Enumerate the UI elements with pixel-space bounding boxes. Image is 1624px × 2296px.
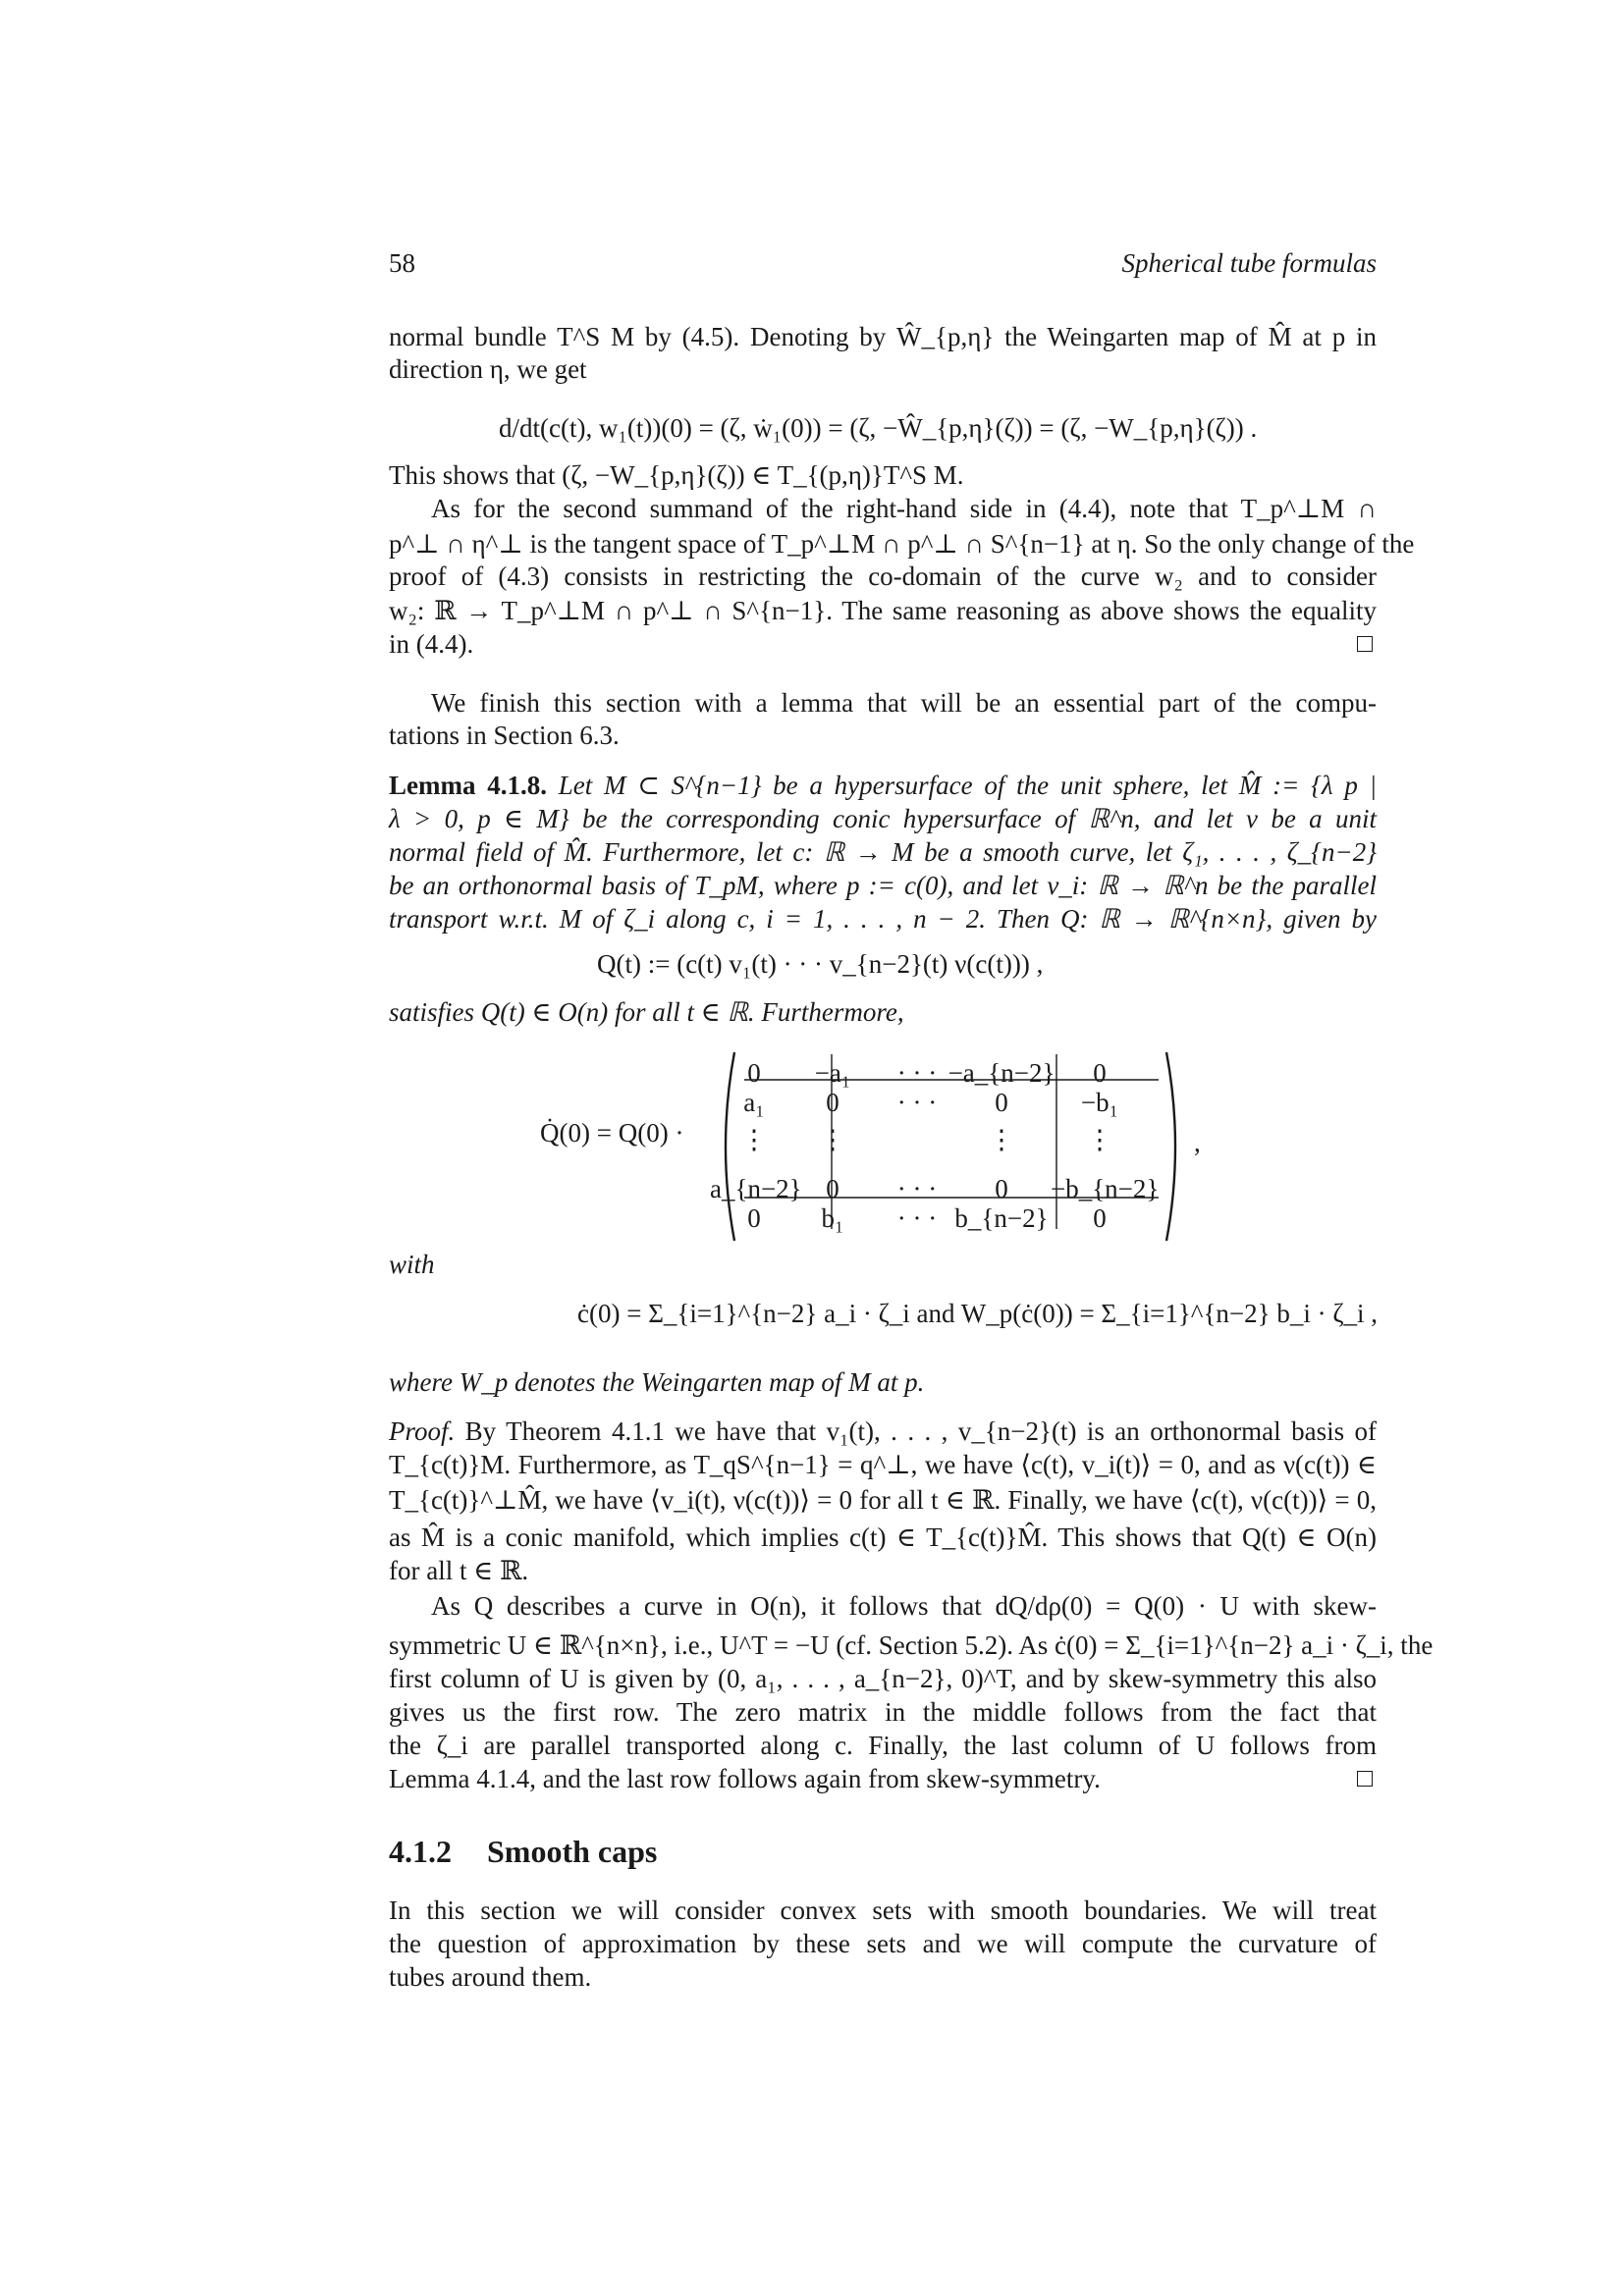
matrix-cell: b₁ — [821, 1203, 844, 1233]
matrix-cell: −a_{n−2} — [947, 1058, 1056, 1088]
text-block — [389, 1484, 1377, 1517]
text-line: direction η, we get — [389, 354, 587, 384]
running-title: Spherical tube formulas — [1121, 248, 1377, 278]
text-line: Let M ⊂ S^{n−1} be a hypersurface of the unit sphere, let M̂ := {λ p | — [558, 771, 1378, 800]
matrix-cell: ⋮ — [740, 1125, 768, 1154]
text-line: tations in Section 6.3. — [389, 721, 620, 750]
text-line: be an orthonormal basis of T_pM, where p := c(0), and let v_i: ℝ → ℝ^n be the parallel — [389, 871, 1377, 900]
text-line: normal bundle T^S M by (4.5). Denoting by Ŵ_{p,η} the Weingarten map of M̂ at p in — [389, 322, 1377, 351]
proof-block — [389, 1415, 1377, 1448]
text-line: This shows that (ζ, −W_{p,η}(ζ)) ∈ T_{(p,η)}T^S M. — [389, 460, 964, 490]
text-line: Lemma 4.1.4, and the last row follows again from skew-symmetry. — [389, 1764, 1101, 1793]
text-line: where W_p denotes the Weingarten map of M at p. — [389, 1367, 925, 1397]
matrix-cell: ⋮ — [819, 1125, 846, 1154]
equation-derivative: d/dt(c(t), w₁(t))(0) = (ζ, ẇ₁(0)) = (ζ, −Ŵ_{p,η}(ζ)) = (ζ, −W_{p,η}(ζ)) . — [499, 413, 1258, 443]
page-number: 58 — [389, 248, 415, 278]
text-line: first column of U is given by (0, a₁, . . . , a_{n−2}, 0)^T, and by skew-symmetry this also — [389, 1664, 1377, 1693]
lemma-statement — [389, 770, 1377, 802]
text-block — [389, 528, 1415, 561]
matrix-cell: b_{n−2} — [954, 1203, 1049, 1233]
matrix-cell: −a₁ — [814, 1058, 851, 1088]
lemma-label: Lemma 4.1.8. — [389, 771, 547, 800]
text-block — [431, 687, 1377, 720]
matrix-cell: a₁ — [743, 1088, 765, 1117]
text-block — [389, 1696, 1377, 1729]
section-heading — [389, 1832, 657, 1871]
text-line: symmetric U ∈ ℝ^{n×n}, i.e., U^T = −U (cf. Section 5.2). As ċ(0) = Σ_{i=1}^{n−2} a_i · ζ_i, the — [389, 1630, 1434, 1660]
matrix-cell: · · · — [896, 1058, 938, 1088]
text-block — [389, 1449, 1377, 1481]
matrix-cell: 0 — [1093, 1203, 1107, 1233]
matrix-cell: ⋮ — [988, 1125, 1015, 1154]
text-line: in (4.4). — [389, 629, 474, 659]
text-line: T_{c(t)}^⊥M̂, we have ⟨v_i(t), ν(c(t))⟩ = 0 for all t ∈ ℝ. Finally, we have ⟨c(t), ν(c(t))⟩ = 0, — [389, 1485, 1377, 1515]
text-block — [389, 1663, 1377, 1695]
text-line: p^⊥ ∩ η^⊥ is the tangent space of T_p^⊥M ∩ p^⊥ ∩ S^{n−1} at η. So the only change of the — [389, 529, 1415, 559]
equation-Qdot-lhs: Q̇(0) = Q(0) · — [540, 1118, 684, 1148]
equation-sums: ċ(0) = Σ_{i=1}^{n−2} a_i · ζ_i and W_p(ċ(0)) = Σ_{i=1}^{n−2} b_i · ζ_i , — [577, 1299, 1379, 1328]
matrix-cell: 0 — [747, 1203, 761, 1233]
matrix-cell: 0 — [826, 1174, 839, 1203]
paragraph-second-summand — [431, 493, 1377, 525]
text-block — [389, 1895, 1377, 1927]
matrix-cell: 0 — [1093, 1058, 1107, 1088]
text-block — [389, 595, 1377, 627]
matrix-cell: −b₁ — [1080, 1088, 1119, 1117]
text-line: w₂: ℝ → T_p^⊥M ∩ p^⊥ ∩ S^{n−1}. The same reasoning as above shows the equality — [389, 596, 1377, 625]
text-block — [389, 1629, 1434, 1662]
text-line: with — [389, 1250, 435, 1279]
matrix-cell: · · · — [896, 1174, 938, 1203]
matrix-cell: 0 — [995, 1088, 1008, 1117]
matrix-cell: · · · — [896, 1088, 938, 1117]
text-line: gives us the first row. The zero matrix in the middle follows from the fact that — [389, 1697, 1377, 1727]
text-block — [389, 803, 1377, 835]
paragraph-normal-bundle — [389, 321, 1377, 353]
text-line: In this section we will consider convex sets with smooth boundaries. We will treat — [389, 1896, 1377, 1925]
text-line: λ > 0, p ∈ M} be the corresponding conic hypersurface of ℝ^n, and let ν be a unit — [389, 804, 1377, 833]
text-block — [431, 1590, 1377, 1623]
text-line: the question of approximation by these sets and we will compute the curvature of — [389, 1929, 1377, 1958]
matrix-cell: · · · — [896, 1203, 938, 1233]
text-line: proof of (4.3) consists in restricting the co-domain of the curve w₂ and to consider — [389, 561, 1377, 591]
matrix-cell: 0 — [747, 1058, 761, 1088]
qed-square-icon — [1357, 1771, 1373, 1787]
matrix-comma: , — [1194, 1128, 1201, 1157]
text-line: We finish this section with a lemma that will be an essential part of the compu- — [431, 688, 1377, 718]
text-line: for all t ∈ ℝ. — [389, 1556, 529, 1585]
text-line: As Q describes a curve in O(n), it follows that dQ/dρ(0) = Q(0) · U with skew- — [431, 1591, 1377, 1621]
text-line: tubes around them. — [389, 1962, 592, 1992]
text-line: As for the second summand of the right-hand side in (4.4), note that T_p^⊥M ∩ — [431, 494, 1377, 523]
text-block — [389, 1522, 1377, 1554]
section-title: Smooth caps — [487, 1834, 658, 1869]
text-block — [389, 870, 1377, 902]
text-line: T_{c(t)}M. Furthermore, as T_qS^{n−1} = q^⊥, we have ⟨c(t), v_i(t)⟩ = 0, and as ν(c(t)) ∈ — [389, 1450, 1377, 1479]
matrix-cell: −b_{n−2} — [1051, 1174, 1160, 1203]
matrix-cell: 0 — [995, 1174, 1008, 1203]
text-line: satisfies Q(t) ∈ O(n) for all t ∈ ℝ. Furthermore, — [389, 997, 904, 1027]
proof-label: Proof. — [389, 1416, 456, 1446]
text-line: By Theorem 4.1.1 we have that v₁(t), . . . , v_{n−2}(t) is an orthonormal basis of — [464, 1416, 1377, 1446]
qed-square-icon — [1357, 636, 1373, 652]
text-line: normal field of M̂. Furthermore, let c: ℝ → M be a smooth curve, let ζ₁, . . . , ζ_{n−2} — [389, 837, 1377, 867]
matrix-cell: a_{n−2} — [710, 1174, 802, 1203]
matrix-cell: 0 — [826, 1088, 839, 1117]
text-block — [389, 836, 1377, 869]
text-block — [389, 1928, 1377, 1960]
equation-Q: Q(t) := (c(t) v₁(t) · · · v_{n−2}(t) ν(c(t))) , — [597, 949, 1044, 979]
text-block — [389, 903, 1377, 935]
text-block — [389, 561, 1377, 593]
text-line: as M̂ is a conic manifold, which implies c(t) ∈ T_{c(t)}M̂. This shows that Q(t) ∈ O(n) — [389, 1522, 1377, 1552]
section-number: 4.1.2 — [389, 1834, 452, 1869]
matrix-cell: ⋮ — [1086, 1125, 1113, 1154]
text-line: transport w.r.t. M of ζ_i along c, i = 1, . . . , n − 2. Then Q: ℝ → ℝ^{n×n}, given by — [389, 904, 1377, 934]
text-block — [389, 1730, 1377, 1762]
text-line: the ζ_i are parallel transported along c. Finally, the last column of U follows from — [389, 1731, 1377, 1760]
